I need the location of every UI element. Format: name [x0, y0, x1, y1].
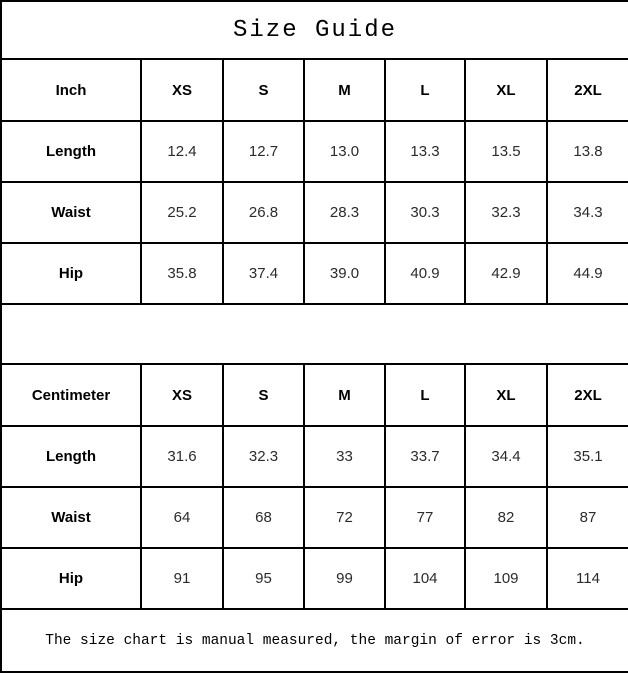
page-title: Size Guide	[1, 1, 628, 59]
value-cell: 40.9	[385, 243, 465, 304]
value-cell: 34.4	[465, 426, 547, 487]
value-cell: 99	[304, 548, 385, 609]
title-row	[1, 1, 628, 59]
unit-header-centimeter: Centimeter	[1, 364, 141, 426]
value-cell: 26.8	[223, 182, 304, 243]
value-cell: 31.6	[141, 426, 223, 487]
size-header-2xl: 2XL	[547, 59, 628, 121]
value-cell: 104	[385, 548, 465, 609]
size-header-l: L	[385, 59, 465, 121]
table-row	[1, 548, 628, 609]
table-row	[1, 182, 628, 243]
value-cell: 82	[465, 487, 547, 548]
value-cell: 37.4	[223, 243, 304, 304]
value-cell: 13.0	[304, 121, 385, 182]
size-header-xs: XS	[141, 364, 223, 426]
value-cell: 12.7	[223, 121, 304, 182]
value-cell: 32.3	[223, 426, 304, 487]
value-cell: 109	[465, 548, 547, 609]
value-cell: 35.8	[141, 243, 223, 304]
value-cell: 68	[223, 487, 304, 548]
spacer-cell	[1, 304, 628, 364]
centimeter-header-row	[1, 364, 628, 426]
size-header-xl: XL	[465, 59, 547, 121]
size-header-m: M	[304, 364, 385, 426]
value-cell: 25.2	[141, 182, 223, 243]
value-cell: 34.3	[547, 182, 628, 243]
value-cell: 77	[385, 487, 465, 548]
size-header-s: S	[223, 364, 304, 426]
inch-header-row	[1, 59, 628, 121]
measure-label-waist-inch: Waist	[1, 182, 141, 243]
value-cell: 39.0	[304, 243, 385, 304]
footer-row	[1, 609, 628, 672]
value-cell: 28.3	[304, 182, 385, 243]
measure-label-waist-cm: Waist	[1, 487, 141, 548]
measure-label-hip-cm: Hip	[1, 548, 141, 609]
measure-label-hip-inch: Hip	[1, 243, 141, 304]
table-row	[1, 243, 628, 304]
value-cell: 13.8	[547, 121, 628, 182]
value-cell: 13.3	[385, 121, 465, 182]
value-cell: 95	[223, 548, 304, 609]
value-cell: 12.4	[141, 121, 223, 182]
measure-label-length-inch: Length	[1, 121, 141, 182]
size-header-s: S	[223, 59, 304, 121]
spacer-row	[1, 304, 628, 364]
size-header-2xl: 2XL	[547, 364, 628, 426]
value-cell: 33	[304, 426, 385, 487]
value-cell: 42.9	[465, 243, 547, 304]
measure-label-length-cm: Length	[1, 426, 141, 487]
value-cell: 72	[304, 487, 385, 548]
table-row	[1, 426, 628, 487]
size-header-m: M	[304, 59, 385, 121]
value-cell: 13.5	[465, 121, 547, 182]
unit-header-inch: Inch	[1, 59, 141, 121]
value-cell: 64	[141, 487, 223, 548]
value-cell: 87	[547, 487, 628, 548]
value-cell: 91	[141, 548, 223, 609]
table-row	[1, 121, 628, 182]
value-cell: 32.3	[465, 182, 547, 243]
value-cell: 33.7	[385, 426, 465, 487]
value-cell: 44.9	[547, 243, 628, 304]
table-row	[1, 487, 628, 548]
size-header-xs: XS	[141, 59, 223, 121]
footer-note: The size chart is manual measured, the margin of error is 3cm.	[1, 609, 628, 672]
value-cell: 35.1	[547, 426, 628, 487]
size-header-xl: XL	[465, 364, 547, 426]
value-cell: 30.3	[385, 182, 465, 243]
value-cell: 114	[547, 548, 628, 609]
size-header-l: L	[385, 364, 465, 426]
